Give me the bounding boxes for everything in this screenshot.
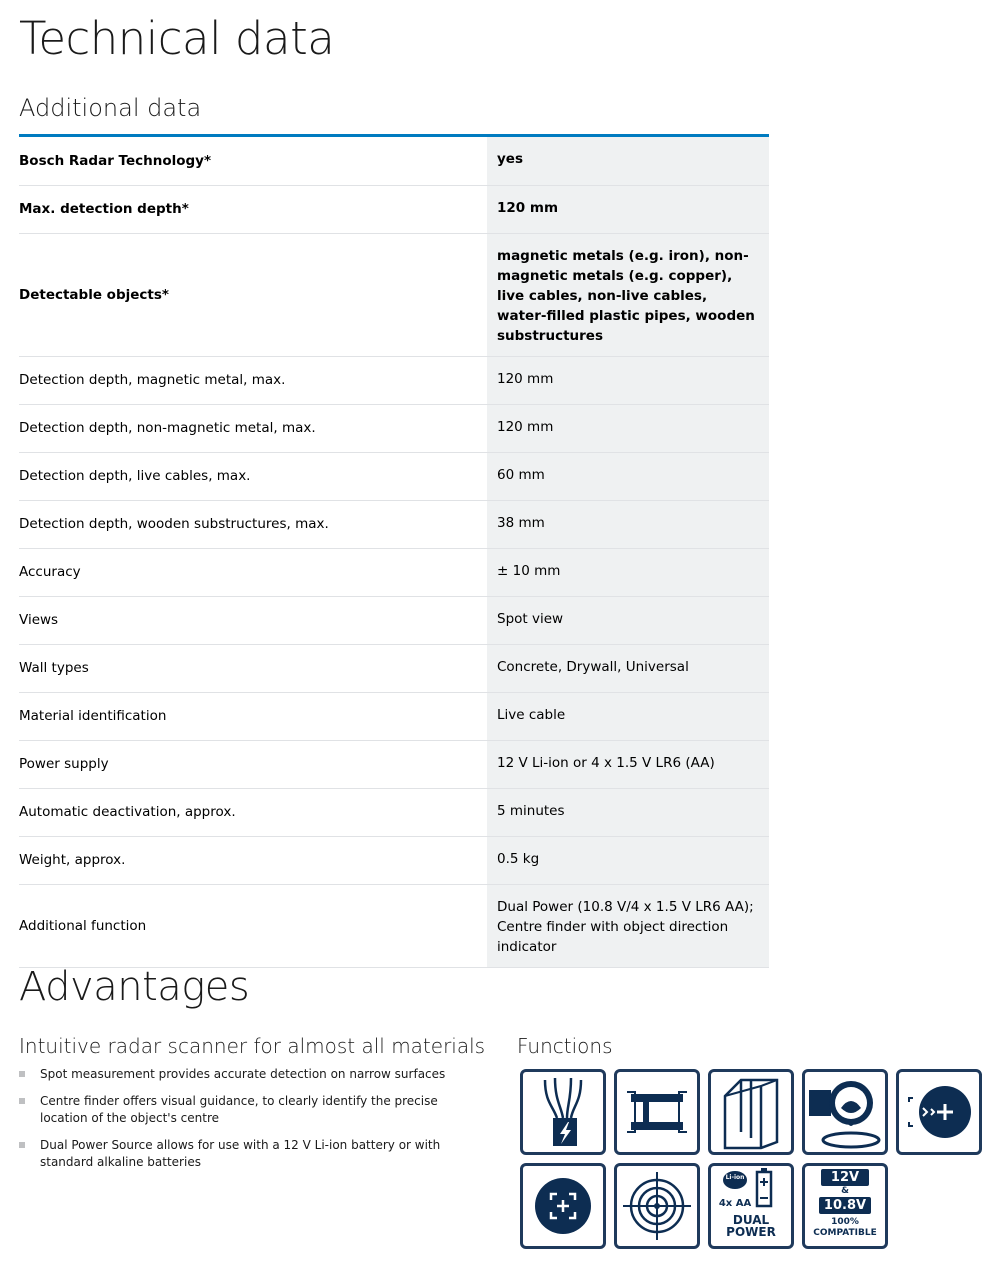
table-row (19, 836, 769, 884)
table-row (19, 185, 769, 233)
spec-value: yes (487, 137, 769, 185)
spec-label: Accuracy (19, 548, 487, 596)
voltage-108v: 10.8V (823, 1198, 867, 1213)
power-label: POWER (726, 1225, 776, 1239)
spec-value: magnetic metals (e.g. iron), non-magnetic metals (e.g. copper), live cables, non-live cables, water-filled plastic pipes, wooden substructures (487, 233, 769, 356)
dual-label: DUAL (732, 1213, 770, 1227)
spec-value: 5 minutes (487, 788, 769, 836)
direction-indicator-icon (896, 1069, 982, 1155)
spec-value: 120 mm (487, 356, 769, 404)
li-ion-badge: Li-ion (725, 1174, 745, 1181)
table-row (19, 356, 769, 404)
ampersand: & (841, 1186, 849, 1196)
table-row (19, 452, 769, 500)
spec-value: Spot view (487, 596, 769, 644)
aa-label: 4x AA (718, 1198, 752, 1209)
wooden-substructure-icon (708, 1069, 794, 1155)
spec-label: Detection depth, magnetic metal, max. (19, 356, 487, 404)
section-title: Additional data (19, 94, 202, 122)
spec-value: 120 mm (487, 404, 769, 452)
table-row (19, 884, 769, 967)
list-item: Centre finder offers visual guidance, to clearly identify the precise location of the object's centre (19, 1093, 489, 1127)
spec-label: Detectable objects* (19, 233, 487, 356)
list-item: Spot measurement provides accurate detection on narrow surfaces (19, 1066, 489, 1083)
table-row (19, 137, 769, 185)
spec-label: Weight, approx. (19, 836, 487, 884)
spec-label: Power supply (19, 740, 487, 788)
spec-value: Concrete, Drywall, Universal (487, 644, 769, 692)
spec-label: Views (19, 596, 487, 644)
centre-finder-icon (520, 1163, 606, 1249)
table-row (19, 404, 769, 452)
target-scan-icon (614, 1163, 700, 1249)
spec-label: Additional function (19, 884, 487, 967)
table-row (19, 692, 769, 740)
spec-label: Material identification (19, 692, 487, 740)
spec-value: 38 mm (487, 500, 769, 548)
spec-label: Detection depth, live cables, max. (19, 452, 487, 500)
metal-beam-icon (614, 1069, 700, 1155)
compatible-percent: 100% (831, 1217, 859, 1227)
spec-value: 12 V Li-ion or 4 x 1.5 V LR6 (AA) (487, 740, 769, 788)
list-item: Dual Power Source allows for use with a 12 V Li-ion battery or with standard alkaline batteries (19, 1137, 489, 1171)
voltage-12v: 12V (830, 1170, 860, 1185)
spec-label: Automatic deactivation, approx. (19, 788, 487, 836)
functions-title: Functions (517, 1034, 613, 1058)
table-row (19, 644, 769, 692)
spec-label: Wall types (19, 644, 487, 692)
table-row (19, 788, 769, 836)
spec-value: Live cable (487, 692, 769, 740)
spec-value: ± 10 mm (487, 548, 769, 596)
table-row (19, 500, 769, 548)
table-row (19, 548, 769, 596)
table-row (19, 233, 769, 356)
spec-value: Dual Power (10.8 V/4 x 1.5 V LR6 AA); Centre finder with object direction indicator (487, 884, 769, 967)
table-row (19, 596, 769, 644)
spec-value: 60 mm (487, 452, 769, 500)
spec-label: Bosch Radar Technology* (19, 137, 487, 185)
page-title: Technical data (19, 12, 335, 65)
table-row (19, 740, 769, 788)
battery-compatible-icon (802, 1163, 888, 1249)
spec-label: Max. detection depth* (19, 185, 487, 233)
advantages-subtitle: Intuitive radar scanner for almost all materials (19, 1034, 486, 1058)
spec-value: 0.5 kg (487, 836, 769, 884)
spec-label: Detection depth, non-magnetic metal, max. (19, 404, 487, 452)
advantages-list (19, 1066, 489, 1181)
spec-label: Detection depth, wooden substructures, max. (19, 500, 487, 548)
spec-table (19, 137, 769, 968)
spec-value: 120 mm (487, 185, 769, 233)
water-pipe-icon (802, 1069, 888, 1155)
dual-power-icon (708, 1163, 794, 1249)
compatible-label: COMPATIBLE (813, 1228, 877, 1238)
live-cable-icon (520, 1069, 606, 1155)
advantages-title: Advantages (19, 964, 250, 1010)
